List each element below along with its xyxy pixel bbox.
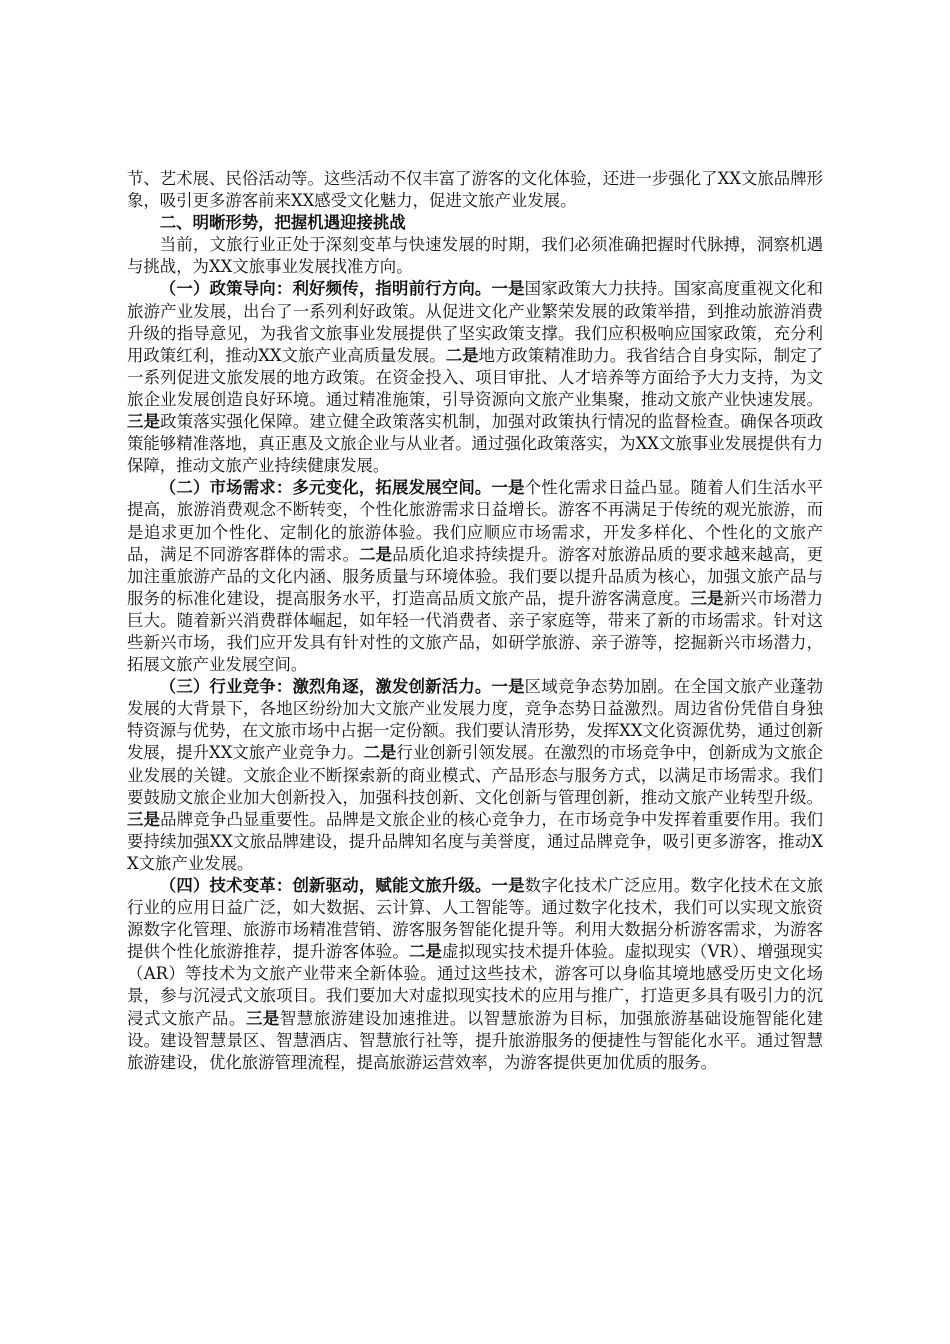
market-marker-2: 二是	[359, 544, 393, 564]
policy-marker-3: 三是	[127, 412, 161, 432]
competition-marker-1: 一是	[491, 677, 525, 697]
market-marker-3: 三是	[690, 588, 724, 608]
policy-marker-2: 二是	[445, 345, 479, 365]
competition-marker-2: 二是	[363, 743, 397, 763]
competition-text-1: 区域竞争态势加剧。在全国文旅产业蓬勃发展的大背景下，各地区纷纷加大文旅产业发展力度，竞争态势日益激烈。周边省份凭借自身独特资源与优势，在文旅市场中占据一定份额。我们要认清形势，发挥XX文化资源优势，通过创新发展，提升XX文旅产业竞争力。	[127, 677, 824, 763]
competition-text-2: 行业创新引领发展。在激烈的市场竞争中，创新成为文旅企业发展的关键。文旅企业不断探索新的商业模式、产品形态与服务方式，以满足市场需求。我们要鼓励文旅企业加大创新投入，加强科技创新、文化创新与管理创新，推动文旅产业转型升级。	[127, 743, 823, 807]
policy-text-2: 地方政策精准助力。我省结合自身实际，制定了一系列促进文旅发展的地方政策。在资金投入、项目审批、人才培养等方面给予大力支持，为文旅企业发展创造良好环境。通过精准施策，引导资源向文旅产业集聚，推动文旅产业快速发展。	[127, 345, 823, 409]
market-marker-1: 一是	[491, 478, 525, 498]
competition-paragraph	[127, 676, 823, 875]
policy-title: （一）政策导向：利好频传，指明前行方向。	[159, 279, 492, 299]
technology-marker-1: 一是	[491, 876, 525, 895]
technology-marker-2: 二是	[408, 942, 443, 962]
policy-text-1: 国家政策大力扶持。国家高度重视文化和旅游产业发展，出台了一系列利好政策。从促进文化产业繁荣发展的政策举措，到推动旅游消费升级的指导意见，为我省文旅事业发展提供了坚实政策支撑。我们应积极响应国家政策，充分利用政策红利，推动XX文旅产业高质量发展。	[127, 279, 824, 365]
document-page	[127, 168, 823, 1074]
market-paragraph	[127, 477, 823, 676]
policy-text-3: 政策落实强化保障。建立健全政策落实机制，加强对政策执行情况的监督检查。确保各项政策能够精准落地，真正惠及文旅企业与从业者。通过强化政策落实，为XX文旅事业发展提供有力保障，推动文旅产业持续健康发展。	[127, 412, 824, 476]
competition-title: （三）行业竞争：激烈角逐，激发创新活力。	[159, 677, 492, 697]
technology-text-2: 虚拟现实技术提升体验。虚拟现实（VR）、增强现实（AR）等技术为文旅产业带来全新体验。通过这些技术，游客可以身临其境地感受历史文化场景，参与沉浸式文旅项目。我们要加大对虚拟现实技术的应用与推广，打造更多具有吸引力的沉浸式文旅产品。	[127, 942, 824, 1028]
section-heading: 二、明晰形势，把握机遇迎接挑战	[159, 213, 406, 233]
competition-text-3: 品牌竞争凸显重要性。品牌是文旅企业的核心竞争力，在市场竞争中发挥着重要作用。我们要持续加强XX文旅品牌建设，提升品牌知名度与美誉度，通过品牌竞争，吸引更多游客，推动XX文旅产业发展。	[127, 809, 824, 873]
policy-marker-1: 一是	[491, 279, 525, 299]
market-text-1: 个性化需求日益凸显。随着人们生活水平提高，旅游消费观念不断转变，个性化旅游需求日益增长。游客不再满足于传统的观光旅游，而是追求更加个性化、定制化的旅游体验。我们应顺应市场需求，开发多样化、个性化的文旅产品，满足不同游客群体的需求。	[127, 478, 824, 564]
technology-title: （四）技术变革：创新驱动，赋能文旅升级。	[159, 876, 492, 895]
policy-paragraph	[127, 278, 823, 477]
market-text-2: 品质化追求持续提升。游客对旅游品质的要求越来越高，更加注重旅游产品的文化内涵、服务质量与环境体验。我们要以提升品质为核心，加强文旅产品与服务的标准化建设，提高服务水平，打造高品质文旅产品，提升游客满意度。	[127, 544, 824, 608]
technology-paragraph	[127, 875, 823, 1074]
market-text-3: 新兴市场潜力巨大。随着新兴消费群体崛起，如年轻一代消费者、亲子家庭等，带来了新的市场需求。针对这些新兴市场，我们应开发具有针对性的文旅产品，如研学旅游、亲子游等，挖掘新兴市场潜力，拓展文旅产业发展空间。	[127, 588, 824, 675]
technology-marker-3: 三是	[245, 1008, 280, 1028]
market-title: （二）市场需求：多元变化，拓展发展空间。	[159, 478, 492, 498]
section-intro-paragraph: 当前，文旅行业正处于深刻变革与快速发展的时期，我们必须准确把握时代脉搏，洞察机遇与挑战，为XX文旅事业发展找准方向。	[127, 235, 823, 277]
technology-text-3: 智慧旅游建设加速推进。以智慧旅游为目标，加强旅游基础设施智能化建设。建设智慧景区、智慧酒店、智慧旅行社等，提升旅游服务的便捷性与智能化水平。通过智慧旅游建设，优化旅游管理流程，提高旅游运营效率，为游客提供更加优质的服务。	[127, 1008, 824, 1072]
intro-paragraph: 节、艺术展、民俗活动等。这些活动不仅丰富了游客的文化体验，还进一步强化了XX文旅品牌形象，吸引更多游客前来XX感受文化魅力，促进文旅产业发展。	[127, 169, 823, 211]
competition-marker-3: 三是	[127, 809, 161, 829]
technology-text-1: 数字化技术广泛应用。数字化技术在文旅行业的应用日益广泛，如大数据、云计算、人工智能等。通过数字化技术，我们可以实现文旅资源数字化管理、旅游市场精准营销、游客服务智能化提升等。利用大数据分析游客需求，为游客提供个性化旅游推荐，提升游客体验。	[127, 876, 824, 962]
